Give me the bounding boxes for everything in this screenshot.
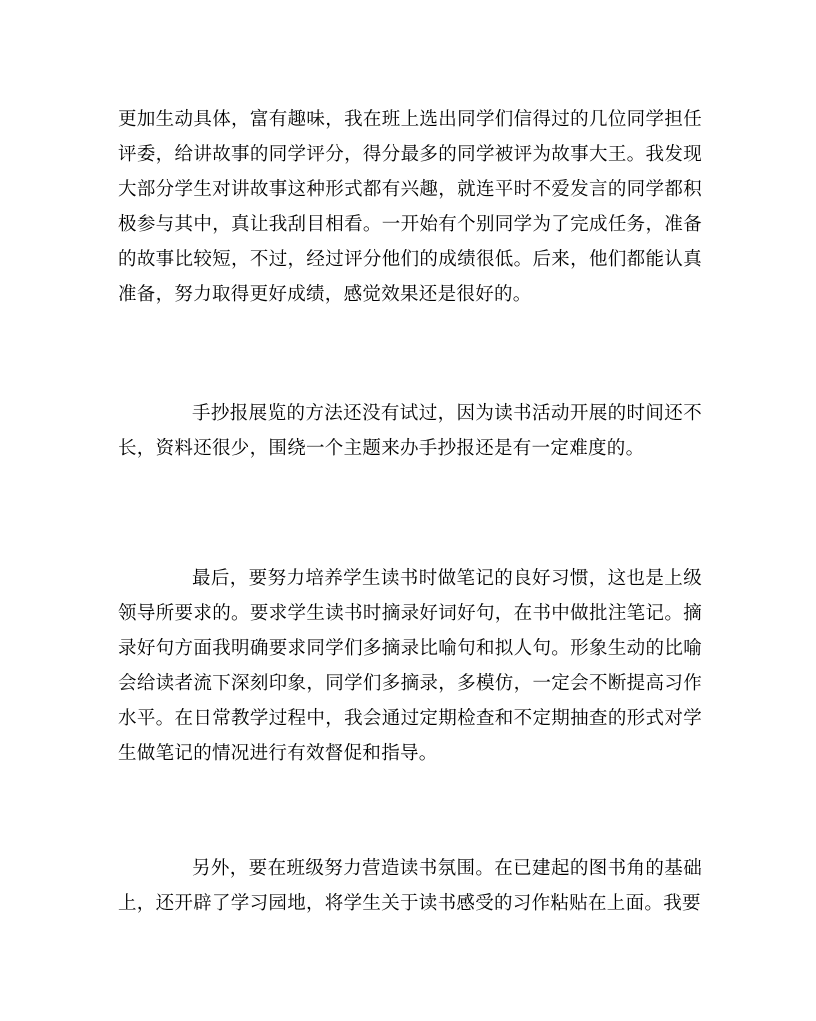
paragraph-story-contest: 更加生动具体，富有趣味，我在班上选出同学们信得过的几位同学担任评委，给讲故事的同学评分，得分最多的同学被评为故事大王。我发现大部分学生对讲故事这种形式都有兴趣，就连平时不爱发言的同学都积极参与其中，真让我刮目相看。一开始有个别同学为了完成任务，准备的故事比较短，不过，经过评分他们的成绩很低。后来，他们都能认真准备，努力取得更好成绩，感觉效果还是很好的。 [118,109,702,305]
paragraph-reading-notes: 最后，要努力培养学生读书时做笔记的良好习惯，这也是上级领导所要求的。要求学生读书时摘录好词好句，在书中做批注笔记。摘录好句方面我明确要求同学们多摘录比喻句和拟人句。形象生动的比喻会给读者流下深刻印象，同学们多摘录，多模仿，一定会不断提高习作水平。在日常教学过程中，我会通过定期检查和不定期抽查的形式对学生做笔记的情况进行有效督促和指导。 [118,568,702,764]
paragraph-handwritten-newspaper: 手抄报展览的方法还没有试过，因为读书活动开展的时间还不长，资料还很少，围绕一个主题来办手抄报还是有一定难度的。 [118,403,702,459]
paragraph-reading-atmosphere: 另外，要在班级努力营造读书氛围。在已建起的图书角的基础上，还开辟了学习园地，将学生关于读书感受的习作粘贴在上面。我要 [118,858,702,914]
